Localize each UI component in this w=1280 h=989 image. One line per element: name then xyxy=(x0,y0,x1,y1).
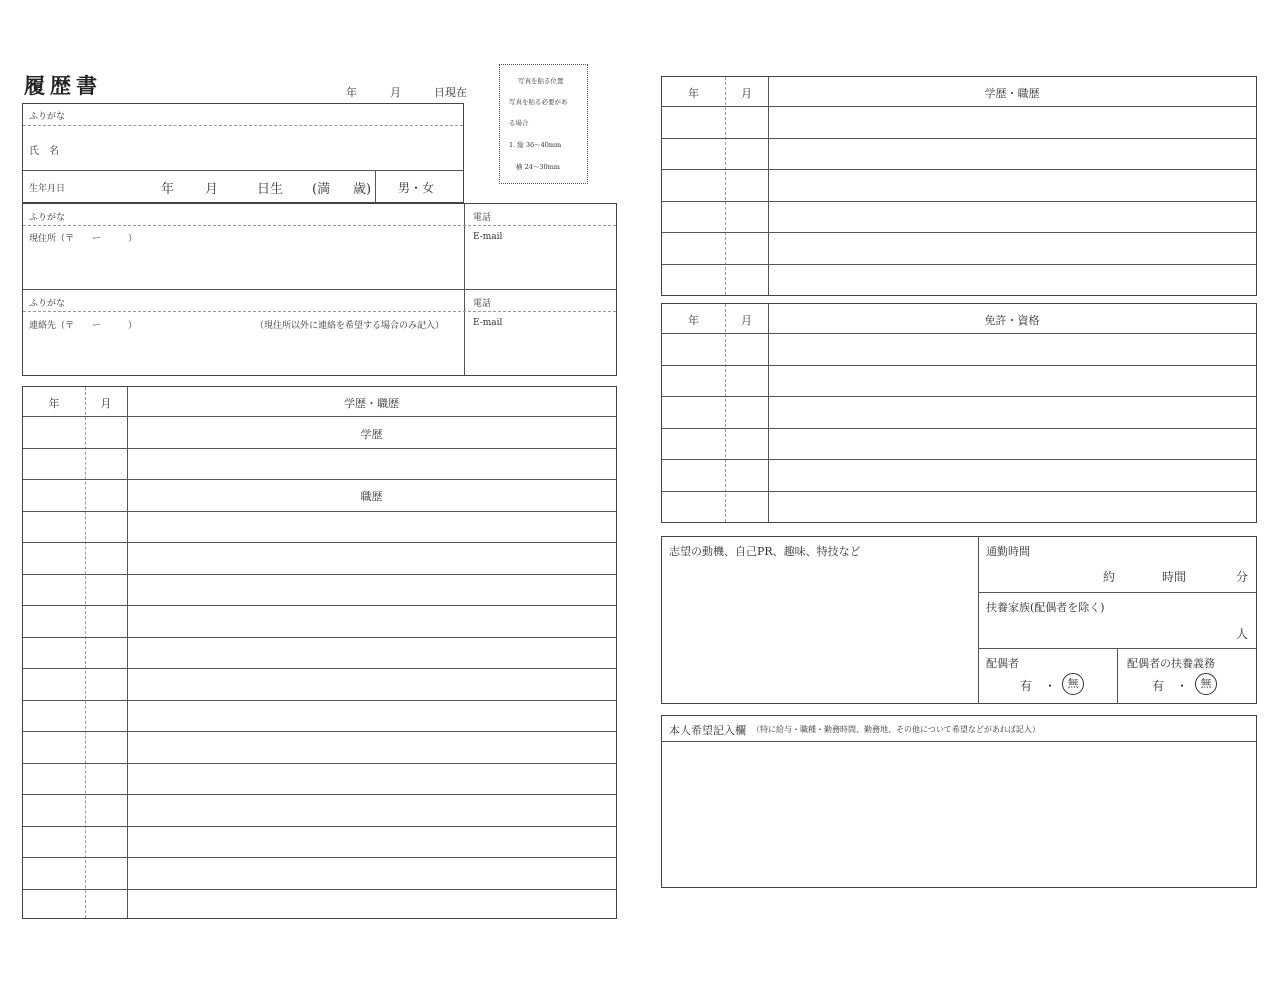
phone-label: 電話 xyxy=(473,213,492,223)
spouse-no-selected[interactable]: 無 xyxy=(1062,673,1084,695)
personal-section xyxy=(22,103,464,203)
current-address-label: 現住所（〒 ー ） xyxy=(29,234,138,244)
licenses-table xyxy=(661,303,1257,523)
contact-email-label: E-mail xyxy=(473,318,503,328)
birth-label: 生年月日 xyxy=(29,184,66,194)
age-close: 歳) xyxy=(353,182,372,197)
month-header: 月 xyxy=(741,314,752,327)
motivation-label: 志望の動機、自己PR、趣味、特技など xyxy=(669,545,861,558)
name-field[interactable] xyxy=(23,126,463,170)
commute-label: 通勤時間 xyxy=(986,545,1030,558)
wishes-note: （特に給与・職種・勤務時間、勤務地、その他について希望などがあれば記入） xyxy=(752,725,1040,734)
address-furigana-label: ふりがな xyxy=(29,213,66,223)
contact-note: （現住所以外に連絡を希望する場合のみ記入） xyxy=(255,321,445,331)
contact-address-label: 連絡先（〒 ー ） xyxy=(29,321,138,331)
history-table-left xyxy=(22,386,617,919)
name-label: 氏 名 xyxy=(29,146,59,157)
address-section xyxy=(22,203,617,376)
licenses-header: 免許・資格 xyxy=(984,314,1040,327)
dependents-label: 扶養家族(配偶者を除く) xyxy=(986,601,1105,614)
contact-furigana-label: ふりがな xyxy=(29,299,66,309)
education-heading: 学歴 xyxy=(360,428,383,441)
gender-selector[interactable]: 男・女 xyxy=(398,181,435,195)
photo-line-1: 写真を貼る位置 xyxy=(518,77,564,85)
photo-line-4: 1. 縦 36〜40mm xyxy=(509,141,562,149)
spouse-support-label: 配偶者の扶養義務 xyxy=(1127,657,1215,670)
motivation-field[interactable] xyxy=(662,561,977,701)
current-address-field[interactable] xyxy=(23,226,463,289)
age-open: (満 xyxy=(312,182,331,197)
contact-phone-label: 電話 xyxy=(473,299,492,309)
commute-minutes: 分 xyxy=(1236,570,1249,584)
page-title: 履歴書 xyxy=(24,73,102,98)
birth-year: 年 xyxy=(161,182,175,197)
history-table-right xyxy=(661,76,1257,296)
year-header: 年 xyxy=(688,314,699,327)
commute-approx: 約 xyxy=(1103,570,1116,584)
photo-line-5: 横 24〜30mm xyxy=(516,163,560,171)
spouse-support-dot: ・ xyxy=(1176,679,1189,693)
contact-address-field[interactable] xyxy=(23,312,463,375)
spouse-label: 配偶者 xyxy=(986,657,1019,670)
month-header: 月 xyxy=(100,397,112,410)
wishes-section xyxy=(661,715,1257,888)
photo-line-3: る場合 xyxy=(509,119,529,127)
spouse-dot: ・ xyxy=(1044,679,1057,693)
history-header: 学歴・職歴 xyxy=(984,87,1040,100)
motivation-section xyxy=(661,536,1257,704)
history-header: 学歴・職歴 xyxy=(344,397,399,410)
photo-line-2: 写真を貼る必要があ xyxy=(509,98,568,106)
wishes-field[interactable] xyxy=(662,742,1256,887)
year-header: 年 xyxy=(688,87,699,100)
dependents-unit: 人 xyxy=(1236,627,1249,641)
month-header: 月 xyxy=(741,87,752,100)
work-history-heading: 職歴 xyxy=(360,490,383,503)
birth-day: 日生 xyxy=(257,182,284,197)
birth-month: 月 xyxy=(205,182,219,197)
wishes-label: 本人希望記入欄 xyxy=(669,724,746,737)
commute-hours: 時間 xyxy=(1162,570,1187,584)
spouse-yes[interactable]: 有 xyxy=(1020,679,1033,693)
name-furigana-label: ふりがな xyxy=(29,112,66,122)
spouse-support-no-selected[interactable]: 無 xyxy=(1195,673,1217,695)
date-label: 年 月 日現在 xyxy=(346,86,467,99)
year-header: 年 xyxy=(48,397,60,410)
spouse-support-yes[interactable]: 有 xyxy=(1152,679,1165,693)
photo-box[interactable] xyxy=(499,64,588,184)
email-label: E-mail xyxy=(473,232,503,242)
